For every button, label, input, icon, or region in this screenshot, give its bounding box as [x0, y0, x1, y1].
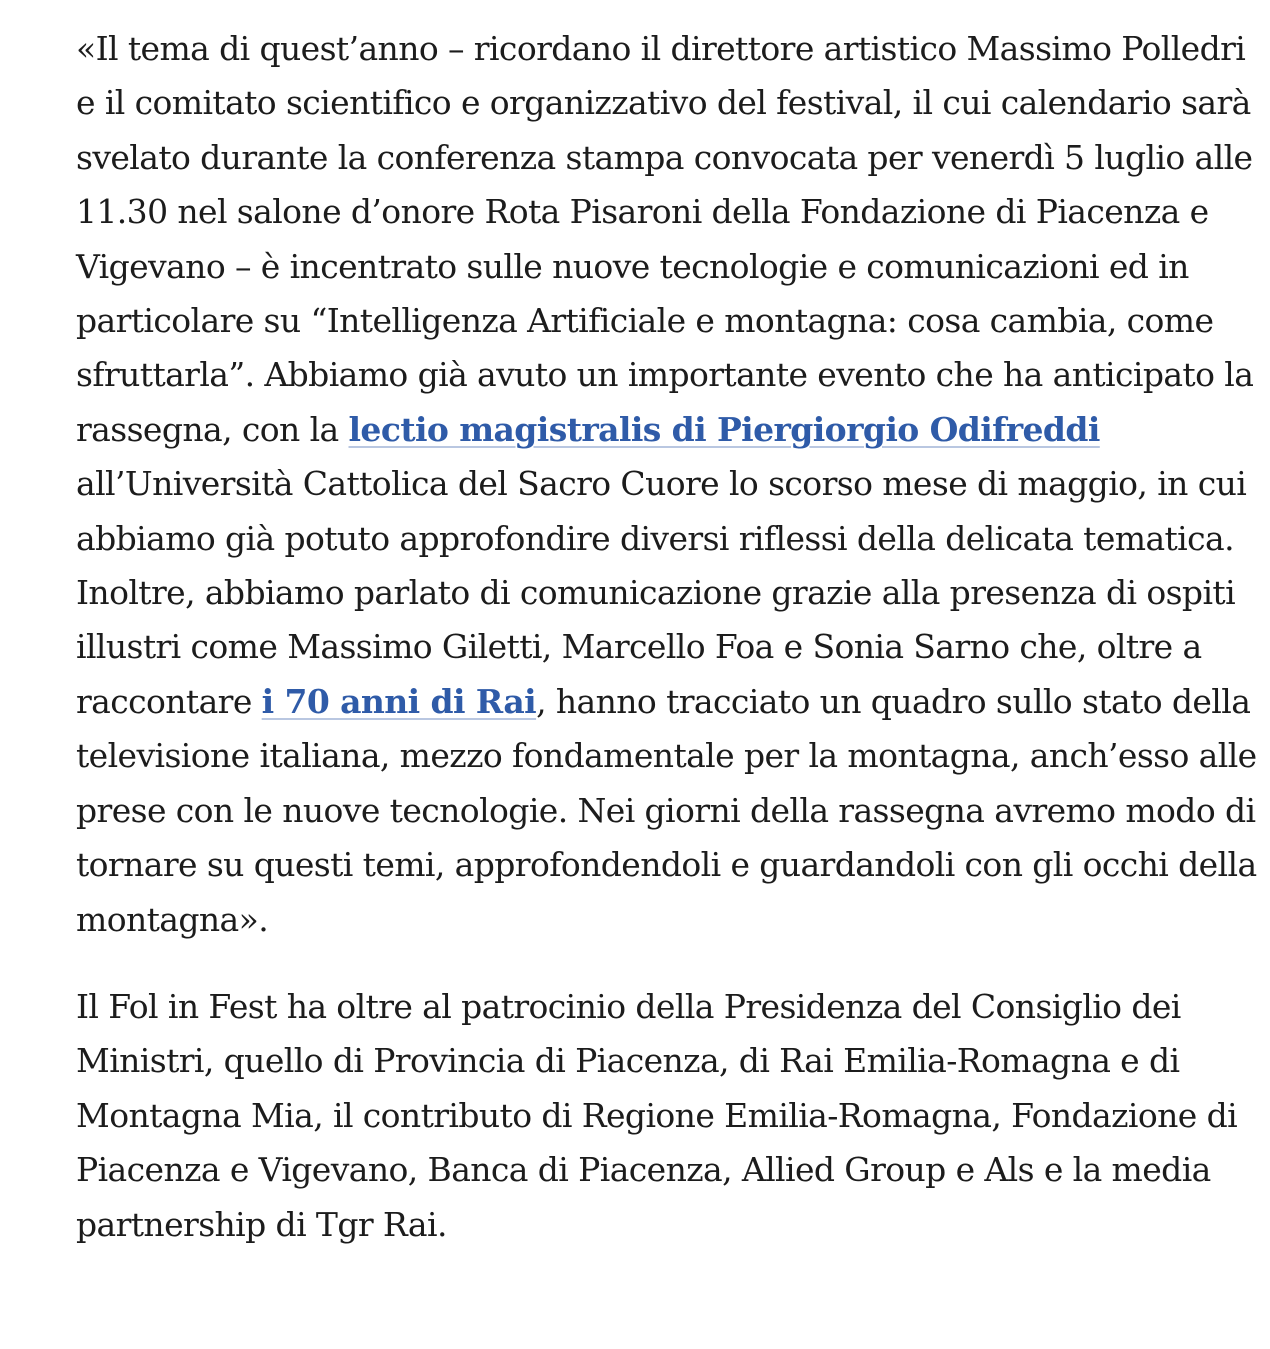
link-70-anni-rai[interactable]: i 70 anni di Rai	[261, 681, 537, 721]
article-paragraph-sponsors: Il Fol in Fest ha oltre al patrocinio della Presidenza del Consiglio dei Ministri, quello di Provincia di Piacenza, di Rai Emilia-Romagna e di Montagna Mia, il contributo di Regione Emilia-Romagna, Fondazione di Piacenza e Vigevano, Banca di Piacenza, Allied Group e Als e la media partnership di Tgr Rai.	[76, 986, 1238, 1244]
paragraph-text-segment: «Il tema di quest’anno – ricordano il direttore artistico Massimo Polledri e il comitato scientifico e organizzativo del festival, il cui calendario sarà svelato durante la conferenza stampa convocata per venerdì 5 luglio alle 11.30 nel salone d’onore Rota Pisaroni della Fondazione di Piacenza e Vigevano – è incentrato sulle nuove tecnologie e comunicazioni ed in particolare su “Intelligenza Artificiale e montagna: cosa cambia, come sfruttarla”. Abbiamo già avuto un importante evento che ha anticipato la rassegna, con la	[76, 29, 1254, 449]
paragraph-text-segment: all’Università Cattolica del Sacro Cuore lo scorso mese di maggio, in cui abbiamo già potuto approfondire diversi riflessi della delicata tematica. Inoltre, abbiamo parlato di comunicazione grazie alla presenza di ospiti illustri come Massimo Giletti, Marcello Foa e Sonia Sarno che, oltre a raccontare	[76, 464, 1247, 721]
article-paragraph-quote	[76, 22, 1270, 947]
link-lectio-magistralis-odifreddi[interactable]: lectio magistralis di Piergiorgio Odifreddi	[348, 409, 1100, 449]
paragraph-text-segment: , hanno tracciato un quadro sullo stato della televisione italiana, mezzo fondamentale per la montagna, anch’esso alle prese con le nuove tecnologie. Nei giorni della rassegna avremo modo di tornare su questi temi, approfondendoli e guardandoli con gli occhi della montagna».	[76, 681, 1257, 939]
article-body	[76, 22, 1270, 1285]
